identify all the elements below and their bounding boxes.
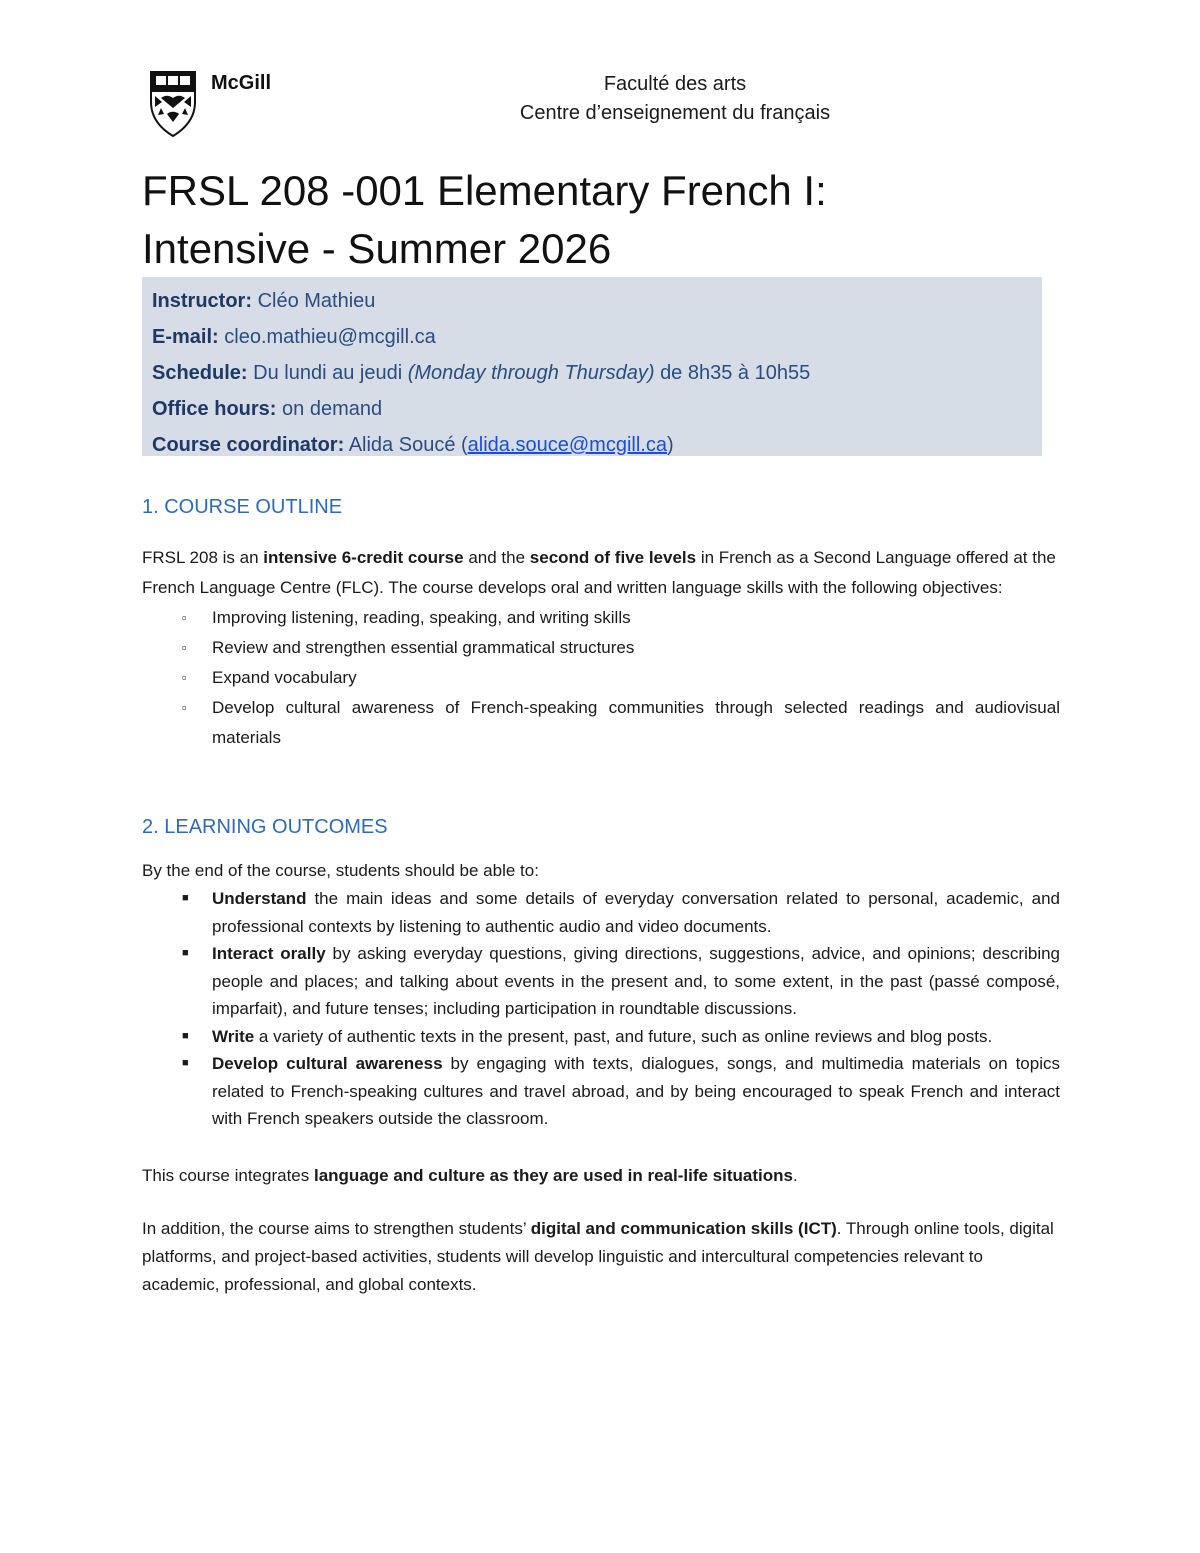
coordinator-label: Course coordinator: (152, 434, 345, 456)
list-item (142, 663, 1060, 693)
learning-outcomes-intro: By the end of the course, students should be able to: (142, 861, 539, 880)
filled-square-bullet-icon: ■ (182, 947, 189, 959)
square-bullet-icon: ▫ (182, 640, 187, 655)
schedule-days: Du lundi au jeudi (253, 362, 403, 384)
brand-name: McGill (211, 72, 272, 94)
ict-text-a: In addition, the course aims to strengthen students’ (142, 1218, 526, 1238)
list-item (142, 633, 1060, 663)
schedule-days-english: (Monday through Thursday) (407, 362, 655, 384)
list-item (142, 693, 1060, 753)
outcomes-list (142, 885, 1060, 1133)
centre-name: Centre d’enseignement du français (519, 102, 831, 124)
learning-outcomes-section (142, 813, 1060, 1299)
ict-text-c: . Through online tools, digital platforms, and project-based activities, students will develop linguistic and intercultural competencies relevant to academic, professional, and global contexts. (142, 1218, 1054, 1294)
square-bullet-icon: ▫ (182, 670, 187, 685)
outcome-keyword: Write (212, 1026, 255, 1046)
filled-square-bullet-icon: ■ (182, 892, 189, 904)
filled-square-bullet-icon: ■ (182, 1029, 189, 1042)
mcgill-crest-logo (147, 68, 199, 138)
schedule-time: de 8h35 à 10h55 (660, 362, 811, 384)
outline-text-c: and the (468, 548, 526, 567)
schedule-row (152, 355, 1032, 391)
faculty-heading (475, 70, 875, 128)
office-hours-label: Office hours: (152, 398, 277, 420)
square-bullet-icon: ▫ (182, 610, 187, 625)
outline-text-a: FRSL 208 is an (142, 548, 259, 567)
learning-outcomes-heading: 2. LEARNING OUTCOMES (142, 816, 388, 838)
objective-text: Improving listening, reading, speaking, and writing skills (212, 608, 631, 627)
square-bullet-icon: ▫ (182, 700, 187, 715)
course-title-line2: Intensive - Summer 2026 (142, 225, 612, 272)
email-row (152, 319, 1032, 355)
instructor-row (152, 283, 1032, 319)
coordinator-email-link[interactable]: alida.souce@mcgill.ca (467, 434, 667, 456)
course-outline-heading: 1. COURSE OUTLINE (142, 496, 343, 518)
course-info-box (142, 277, 1042, 456)
email-value: cleo.mathieu@mcgill.ca (224, 326, 436, 348)
coordinator-row (152, 427, 1032, 463)
filled-square-bullet-icon: ■ (182, 1057, 189, 1069)
list-item (142, 603, 1060, 633)
outcome-keyword: Interact orally (212, 944, 326, 963)
document-header (145, 68, 1065, 148)
outline-bold-credit: intensive 6-credit course (263, 548, 464, 567)
course-title-line1: FRSL 208 -001 Elementary French I: (142, 167, 827, 214)
outcome-text: by engaging with texts, dialogues, songs, and multimedia materials on topics related to French-speaking cultures and travel abroad, and by being encouraged to speak French and interact with French speakers outside the classroom. (212, 1054, 1060, 1128)
outcome-keyword: Understand (212, 889, 307, 908)
office-hours-value: on demand (282, 398, 383, 420)
objective-text: Review and strengthen essential grammatical structures (212, 638, 635, 657)
outline-bold-level: second of five levels (529, 548, 697, 567)
integration-text-a: This course integrates (142, 1165, 310, 1185)
coordinator-close-paren: ) (666, 434, 674, 456)
outline-text-e: in French as a Second Language offered at the French Language Centre (FLC). The course develops oral and written language skills with the following objectives: (142, 548, 1056, 597)
outcome-text: a variety of authentic texts in the present, past, and future, such as online reviews and blog posts. (254, 1026, 993, 1046)
outcome-keyword: Develop cultural awareness (212, 1054, 443, 1073)
objective-text: Develop cultural awareness of French-speaking communities through selected readings and audiovisual materials (212, 698, 1060, 747)
list-item (142, 1050, 1060, 1133)
email-label: E-mail: (152, 326, 219, 348)
course-outline-paragraph (142, 543, 1060, 603)
ict-paragraph (142, 1215, 1060, 1299)
integration-paragraph (142, 1161, 1060, 1191)
course-title (142, 162, 1072, 278)
office-hours-row (152, 391, 1032, 427)
outcome-text: the main ideas and some details of everyday conversation related to personal, academic, and professional contexts by listening to authentic audio and video documents. (212, 889, 1060, 936)
integration-text-c: . (792, 1165, 798, 1185)
schedule-label: Schedule: (152, 362, 248, 384)
instructor-label: Instructor: (152, 290, 252, 312)
outcome-text: by asking everyday questions, giving directions, suggestions, advice, and opinions; describing people and places; and talking about events in the present and, to some extent, in the past (passé composé, imparfait), and future tenses; including participation in roundtable discussions. (212, 944, 1060, 1018)
list-item (142, 940, 1060, 1023)
integration-bold: language and culture as they are used in real-life situations (313, 1165, 793, 1185)
list-item (142, 1023, 1060, 1051)
course-outline-section (142, 493, 1060, 753)
instructor-value: Cléo Mathieu (257, 290, 376, 312)
objective-text: Expand vocabulary (212, 668, 357, 687)
list-item (142, 885, 1060, 940)
objectives-list (142, 603, 1060, 753)
faculty-name: Faculté des arts (603, 73, 747, 95)
coordinator-name: Alida Soucé ( (348, 434, 468, 456)
ict-bold: digital and communication skills (ICT) (530, 1218, 837, 1238)
